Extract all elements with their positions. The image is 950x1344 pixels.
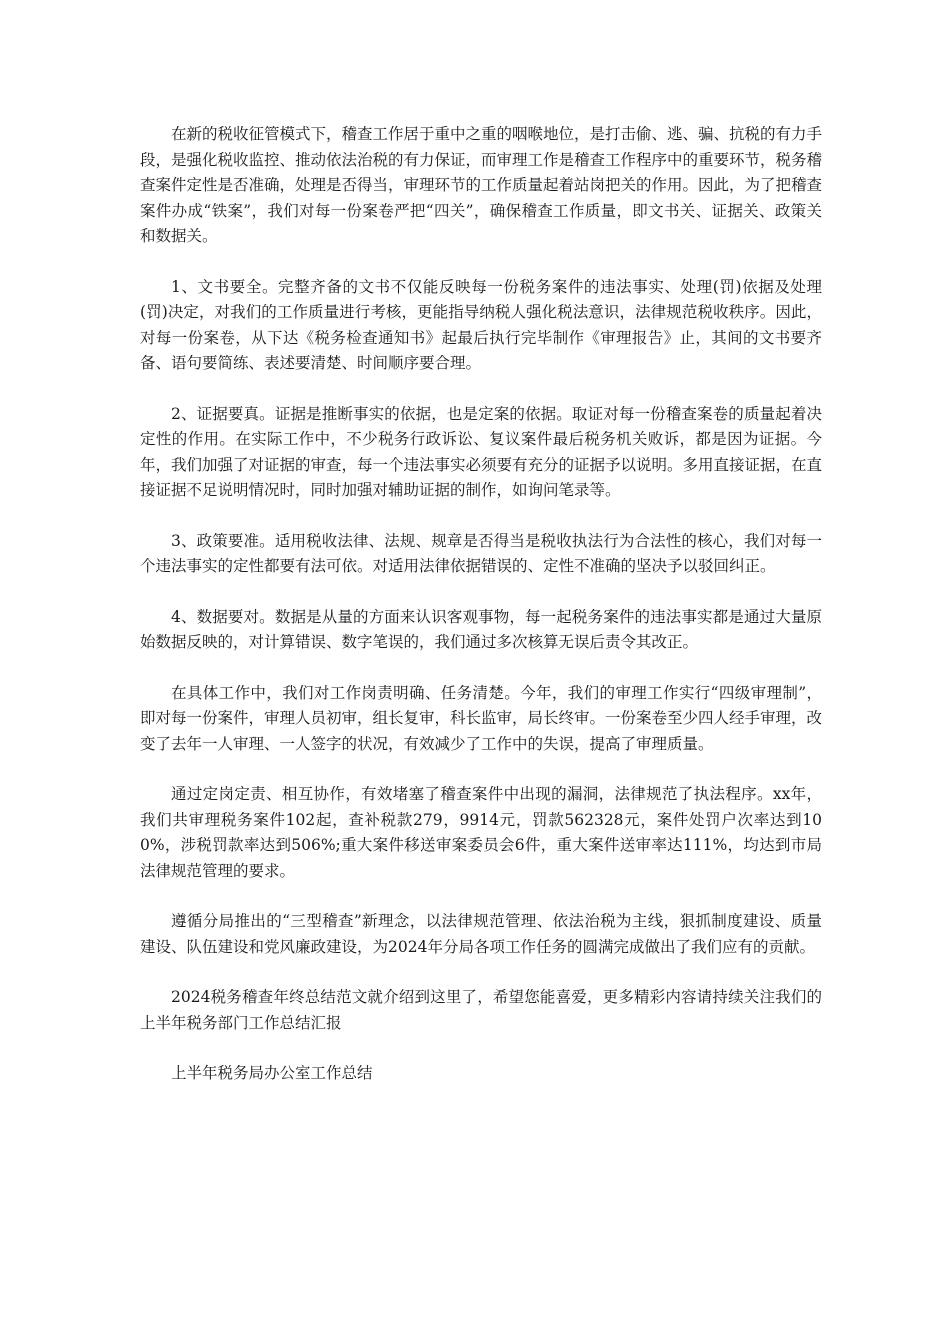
paragraph-related-title: 上半年税务局办公室工作总结 xyxy=(171,1064,373,1082)
paragraph-intro: 在新的税收征管模式下，稽查工作居于重中之重的咽喉地位，是打击偷、逃、骗、抗税的有力手段，是强化税收监控、推动依法治税的有力保证，而审理工作是稽查工作程序中的重要环节，税务稽查案件定性是否准确，处理是否得当，审理环节的工作质量起着站岗把关的作用。因此，为了把稽查案件办成“铁案”，我们对每一份案卷严把“四关”，确保稽查工作质量，即文书关、证据关、政策关和数据关。 xyxy=(140,125,823,245)
paragraph-evidence: 2、证据要真。证据是推断事实的依据，也是定案的依据。取证对每一份稽查案卷的质量起着决定性的作用。在实际工作中，不少税务行政诉讼、复议案件最后税务机关败诉，都是因为证据。今年，我们加强了对证据的审查，每一个违法事实必须要有充分的证据予以说明。多用直接证据，在直接证据不足说明情况时，同时加强对辅助证据的制作，如询问笔录等。 xyxy=(140,404,823,499)
paragraph-documents: 1、文书要全。完整齐备的文书不仅能反映每一份税务案件的违法事实、处理(罚)依据及处理(罚)决定，对我们的工作质量进行考核，更能指导纳税人强化税法意识，法律规范税收秩序。因此，对每一份案卷，从下达《税务检查通知书》起最后执行完毕制作《审理报告》止，其间的文书要齐备、语句要简练、表述要清楚、时间顺序要合理。 xyxy=(140,277,822,372)
paragraph-closing: 2024税务稽查年终总结范文就介绍到这里了，希望您能喜爱，更多精彩内容请持续关注我们的上半年税务部门工作总结汇报 xyxy=(140,988,822,1032)
paragraph-results: 通过定岗定责、相互协作，有效堵塞了稽查案件中出现的漏洞，法律规范了执法程序。xx年，我们共审理税务案件102起，查补税款279，9914元，罚款562328元，案件处罚户次率达到100%，涉税罚款率达到506%;重大案件移送审案委员会6件，重大案件送审率达111%，均达到市局法律规范管理的要求。 xyxy=(140,785,822,880)
paragraph-review-system: 在具体工作中，我们对工作岗责明确、任务清楚。今年，我们的审理工作实行“四级审理制”，即对每一份案件，审理人员初审，组长复审，科长监审，局长终审。一份案卷至少四人经手审理，改变了去年一人审理、一人签字的状况，有效减少了工作中的失误，提高了审理质量。 xyxy=(140,683,823,753)
document-body xyxy=(140,122,822,1087)
paragraph-policy: 3、政策要准。适用税收法律、法规、规章是否得当是税收执法行为合法性的核心，我们对每一个违法事实的定性都要有法可依。对适用法律依据错误的、定性不准确的坚决予以驳回纠正。 xyxy=(140,531,822,575)
paragraph-outlook: 遵循分局推出的“三型稽查”新理念，以法律规范管理、依法治税为主线，狠抓制度建设、质量建设、队伍建设和党风廉政建设，为2024年分局各项工作任务的圆满完成做出了我们应有的贡献。 xyxy=(140,912,822,956)
paragraph-data: 4、数据要对。数据是从量的方面来认识客观事物，每一起税务案件的违法事实都是通过大量原始数据反映的，对计算错误、数字笔误的，我们通过多次核算无误后责令其改正。 xyxy=(140,607,822,651)
